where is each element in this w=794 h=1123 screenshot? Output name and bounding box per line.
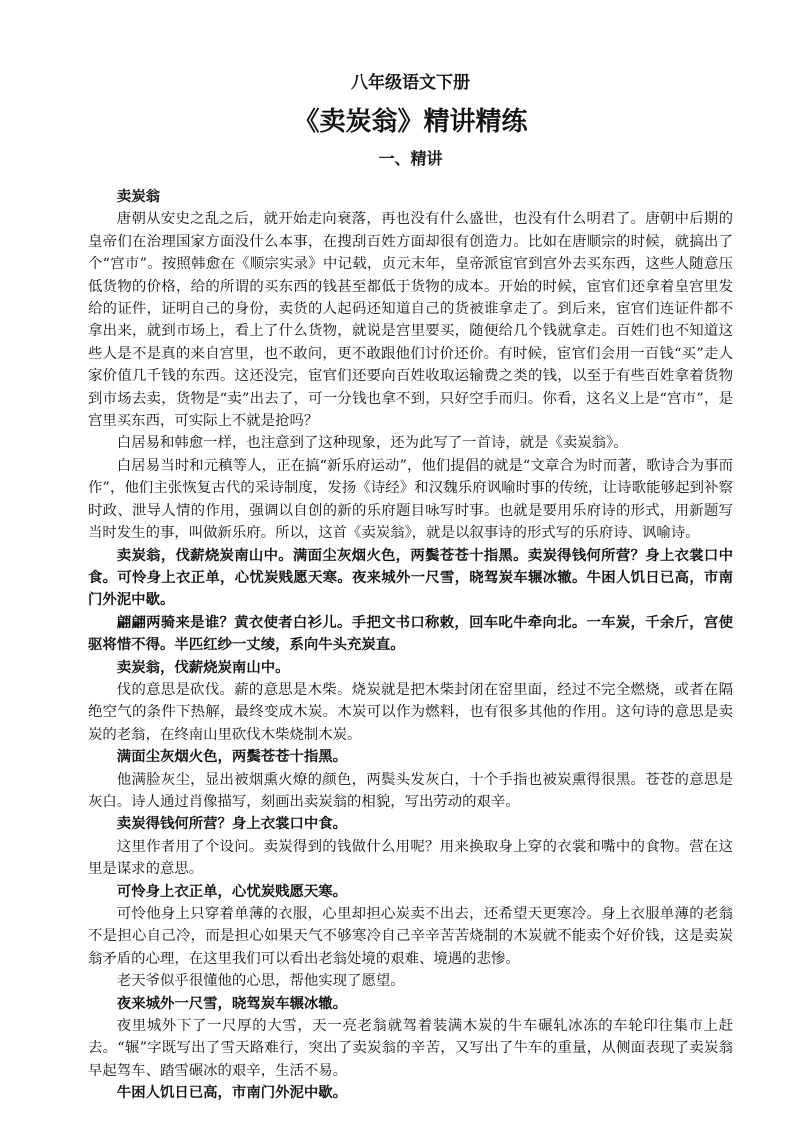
poem-line-1: 卖炭翁，伐薪烧炭南山中。 (116, 658, 290, 676)
paragraph-baijuyi: 白居易和韩愈一样，也注意到了这种现象，还为此写了一首诗，就是《卖炭翁》。 (116, 435, 628, 452)
poem-line-3: 卖炭得钱何所营？身上衣裳口中食。 (116, 815, 348, 833)
poem-stanza-2: 翩翩两骑来是谁？黄衣使者白衫儿。手把文书口称敕，回车叱牛牵向北。一车炭，千余斤，宫使驱将惜不得。半匹红纱一丈绫，系向牛头充炭直。 (88, 613, 733, 654)
explanation-4: 可怜他身上只穿着单薄的衣服，心里却担心炭卖不出去，还希望天更寒冷。身上衣服单薄的老翁不是担心自己冷，而是担心如果天气不够寒冷自己辛辛苦苦烧制的木炭就不能卖个好价钱，这是卖炭翁矛盾的心理，在这里我们可以看出老翁处境的艰难、境遇的悲惨。 (88, 906, 733, 967)
explanation-3: 这里作者用了个设问。卖炭得到的钱做什么用呢？用来换取身上穿的衣裳和嘴中的食物。营在这里是谋求的意思。 (88, 838, 733, 878)
explanation-4b: 老天爷似乎很懂他的心思，帮他实现了愿望。 (116, 973, 405, 990)
grade-title: 八年级语文下册 (351, 73, 470, 93)
poem-line-5: 夜来城外一尺雪，晓驾炭车辗冰辙。 (116, 994, 348, 1012)
section-title: 一、精讲 (378, 149, 443, 168)
poem-line-4: 可怜身上衣正单，心忧炭贱愿天寒。 (116, 882, 348, 900)
poem-line-2: 满面尘灰烟火色，两鬓苍苍十指黑。 (116, 748, 348, 766)
explanation-1: 伐的意思是砍伐。薪的意思是木柴。烧炭就是把木柴封闭在窑里面，经过不完全燃烧，或者在隔绝空气的条件下热解，最终变成木炭。木炭可以作为燃料，也有很多其他的作用。这句诗的意思是卖炭的老翁，在终南山里砍伐木柴烧制木炭。 (88, 681, 733, 743)
paragraph-new-yuefu: 白居易当时和元稹等人，正在搞“新乐府运动”，他们提倡的就是“文章合为时而著，歌诗合为事而作”，他们主张恢复古代的采诗制度，发扬《诗经》和汉魏乐府讽喻时事的传统，让诗歌能够起到补察时政、泄导人情的作用，强调以自创的新的乐府题目咏写时事。也就是要用乐府诗的形式，用新题写当时发生的事，叫做新乐府。所以，这首《卖炭翁》，就是以叙事诗的形式写的乐府诗、讽喻诗。 (88, 457, 733, 542)
paragraph-history: 唐朝从安史之乱之后，就开始走向衰落，再也没有什么盛世，也没有什么明君了。唐朝中后期的皇帝们在治理国家方面没什么本事，在搜刮百姓方面却很有创造力。比如在唐顺宗的时候，就搞出了个“宫市”。按照韩愈在《顺宗实录》中记载，贞元末年，皇帝派宦官到宫外去买东西，这些人随意压低货物的价格，给的所谓的买东西的钱甚至都低于货物的成本。开始的时候，宦官们还拿着皇宫里发给的证件，证明自己的身份，卖货的人起码还知道自己的货被谁拿走了。到后来，宦官们连证件都不拿出来，就到市场上，看上了什么货物，就说是宫里要买，随便给几个钱就拿走。百姓们也不知道这些人是不是真的来自宫里，也不敢问，更不敢跟他们讨价还价。有时候，宦官们会用一百钱“买”走人家价值几千钱的东西。这还没完，宦官们还要向百姓收取运输费之类的钱，以至于有些百姓拿着货物到市场去卖，货物是“卖”出去了，可一分钱也拿不到，只好空手而归。你看，这名义上是“宫市”，是宫里买东西，可实际上不就是抢吗？ (88, 211, 733, 430)
document-page (88, 60, 733, 1105)
intro-heading: 卖炭翁 (116, 188, 160, 205)
poem-stanza-1: 卖炭翁，伐薪烧炭南山中。满面尘灰烟火色，两鬓苍苍十指黑。卖炭得钱何所营？身上衣裳口中食。可怜身上衣正单，心忧炭贱愿天寒。夜来城外一尺雪，晓驾炭车辗冰辙。牛困人饥日已高，市南门外泥中歇。 (88, 546, 733, 609)
main-title: 《卖炭翁》精讲精练 (293, 107, 528, 137)
explanation-2: 他满脸灰尘，显出被烟熏火燎的颜色，两鬓头发灰白，十个手指也被炭熏得很黑。苍苍的意思是灰白。诗人通过肖像描写，刻画出卖炭翁的相貌，写出劳动的艰辛。 (88, 771, 733, 810)
explanation-5: 夜里城外下了一尺厚的大雪，天一亮老翁就驾着装满木炭的牛车碾轧冰冻的车轮印往集市上赶去。“辗”字既写出了雪天路难行，突出了卖炭翁的辛苦，又写出了牛车的重量，从侧面表现了卖炭翁早起驾车、踏雪碾冰的艰辛，生活不易。 (88, 1018, 733, 1079)
poem-line-6: 牛困人饥日已高，市南门外泥中歇。 (116, 1084, 348, 1102)
